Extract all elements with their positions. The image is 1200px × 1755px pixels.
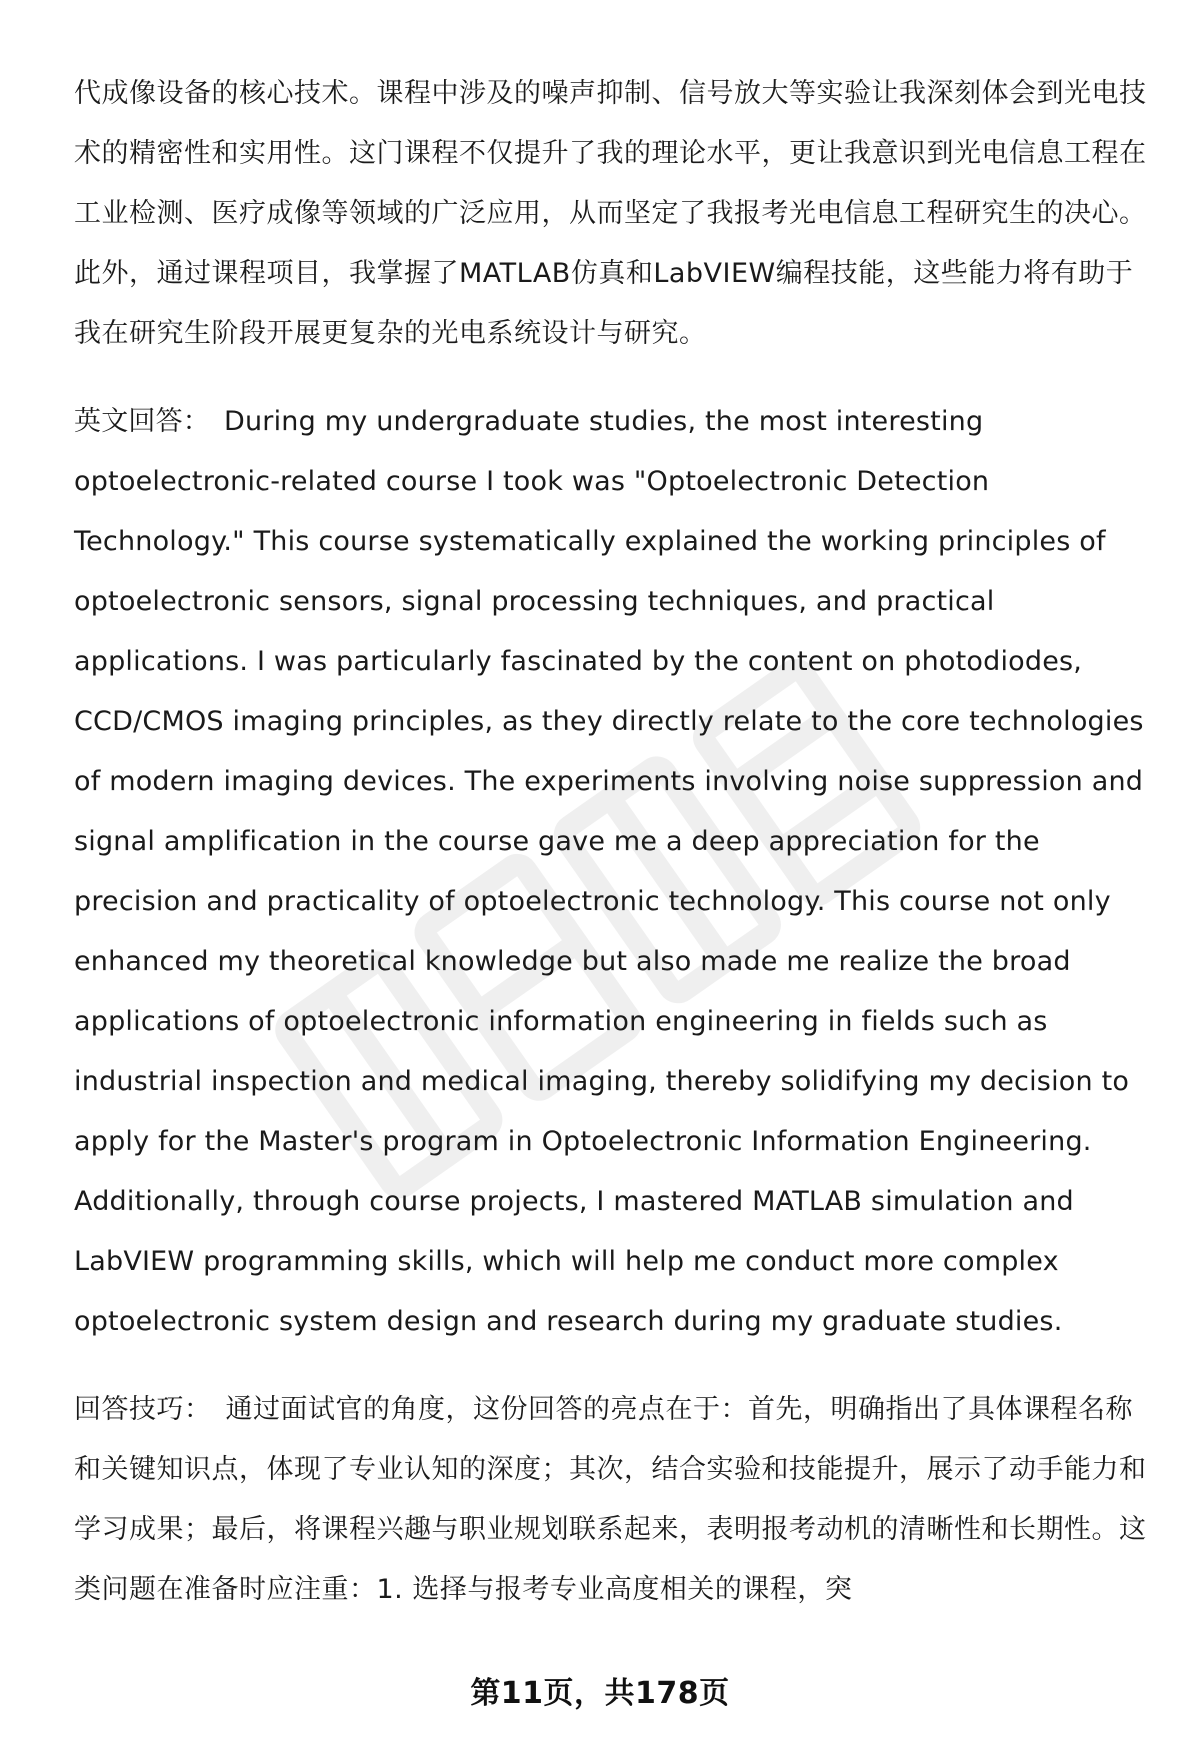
answer-tips-label: 回答技巧： [74, 1394, 212, 1425]
answer-tips-paragraph [74, 1380, 1154, 1620]
document-body [74, 64, 1154, 1648]
english-answer-text: During my undergraduate studies, the most interesting optoelectronic-related course I took was "Optoelectronic Detection Technology." This course systematically explained the working principles of optoelectronic sensors, signal processing techniques, and practical applications. I was particularly fascinated by the content on photodiodes, CCD/CMOS imaging principles, as they directly relate to the core technologies of modern imaging devices. The experiments involving noise suppression and signal amplification in the course gave me a deep appreciation for the precision and practicality of optoelectronic technology. This course not only enhanced my theoretical knowledge but also made me realize the broad applications of optoelectronic information engineering in fields such as industrial inspection and medical imaging, thereby solidifying my decision to apply for the Master's program in Optoelectronic Information Engineering. Additionally, through course projects, I mastered MATLAB simulation and LabVIEW programming skills, which will help me conduct more complex optoelectronic system design and research during my graduate studies. [74, 406, 1144, 1337]
english-answer-paragraph [74, 392, 1154, 1352]
chinese-answer-continuation: 代成像设备的核心技术。课程中涉及的噪声抑制、信号放大等实验让我深刻体会到光电技术的精密性和实用性。这门课程不仅提升了我的理论水平，更让我意识到光电信息工程在工业检测、医疗成像等领域的广泛应用，从而坚定了我报考光电信息工程研究生的决心。此外，通过课程项目，我掌握了MATLAB仿真和LabVIEW编程技能，这些能力将有助于我在研究生阶段开展更复杂的光电系统设计与研究。 [74, 78, 1147, 349]
english-answer-label: 英文回答： [74, 406, 210, 437]
page-indicator: 第11页，共178页 [470, 1676, 730, 1711]
answer-tips-text: 通过面试官的角度，这份回答的亮点在于：首先，明确指出了具体课程名称和关键知识点，体现了专业认知的深度；其次，结合实验和技能提升，展示了动手能力和学习成果；最后，将课程兴趣与职业规划联系起来，表明报考动机的清晰性和长期性。这类问题在准备时应注重：1. 选择与报考专业高度相关的课程，突 [74, 1394, 1147, 1605]
